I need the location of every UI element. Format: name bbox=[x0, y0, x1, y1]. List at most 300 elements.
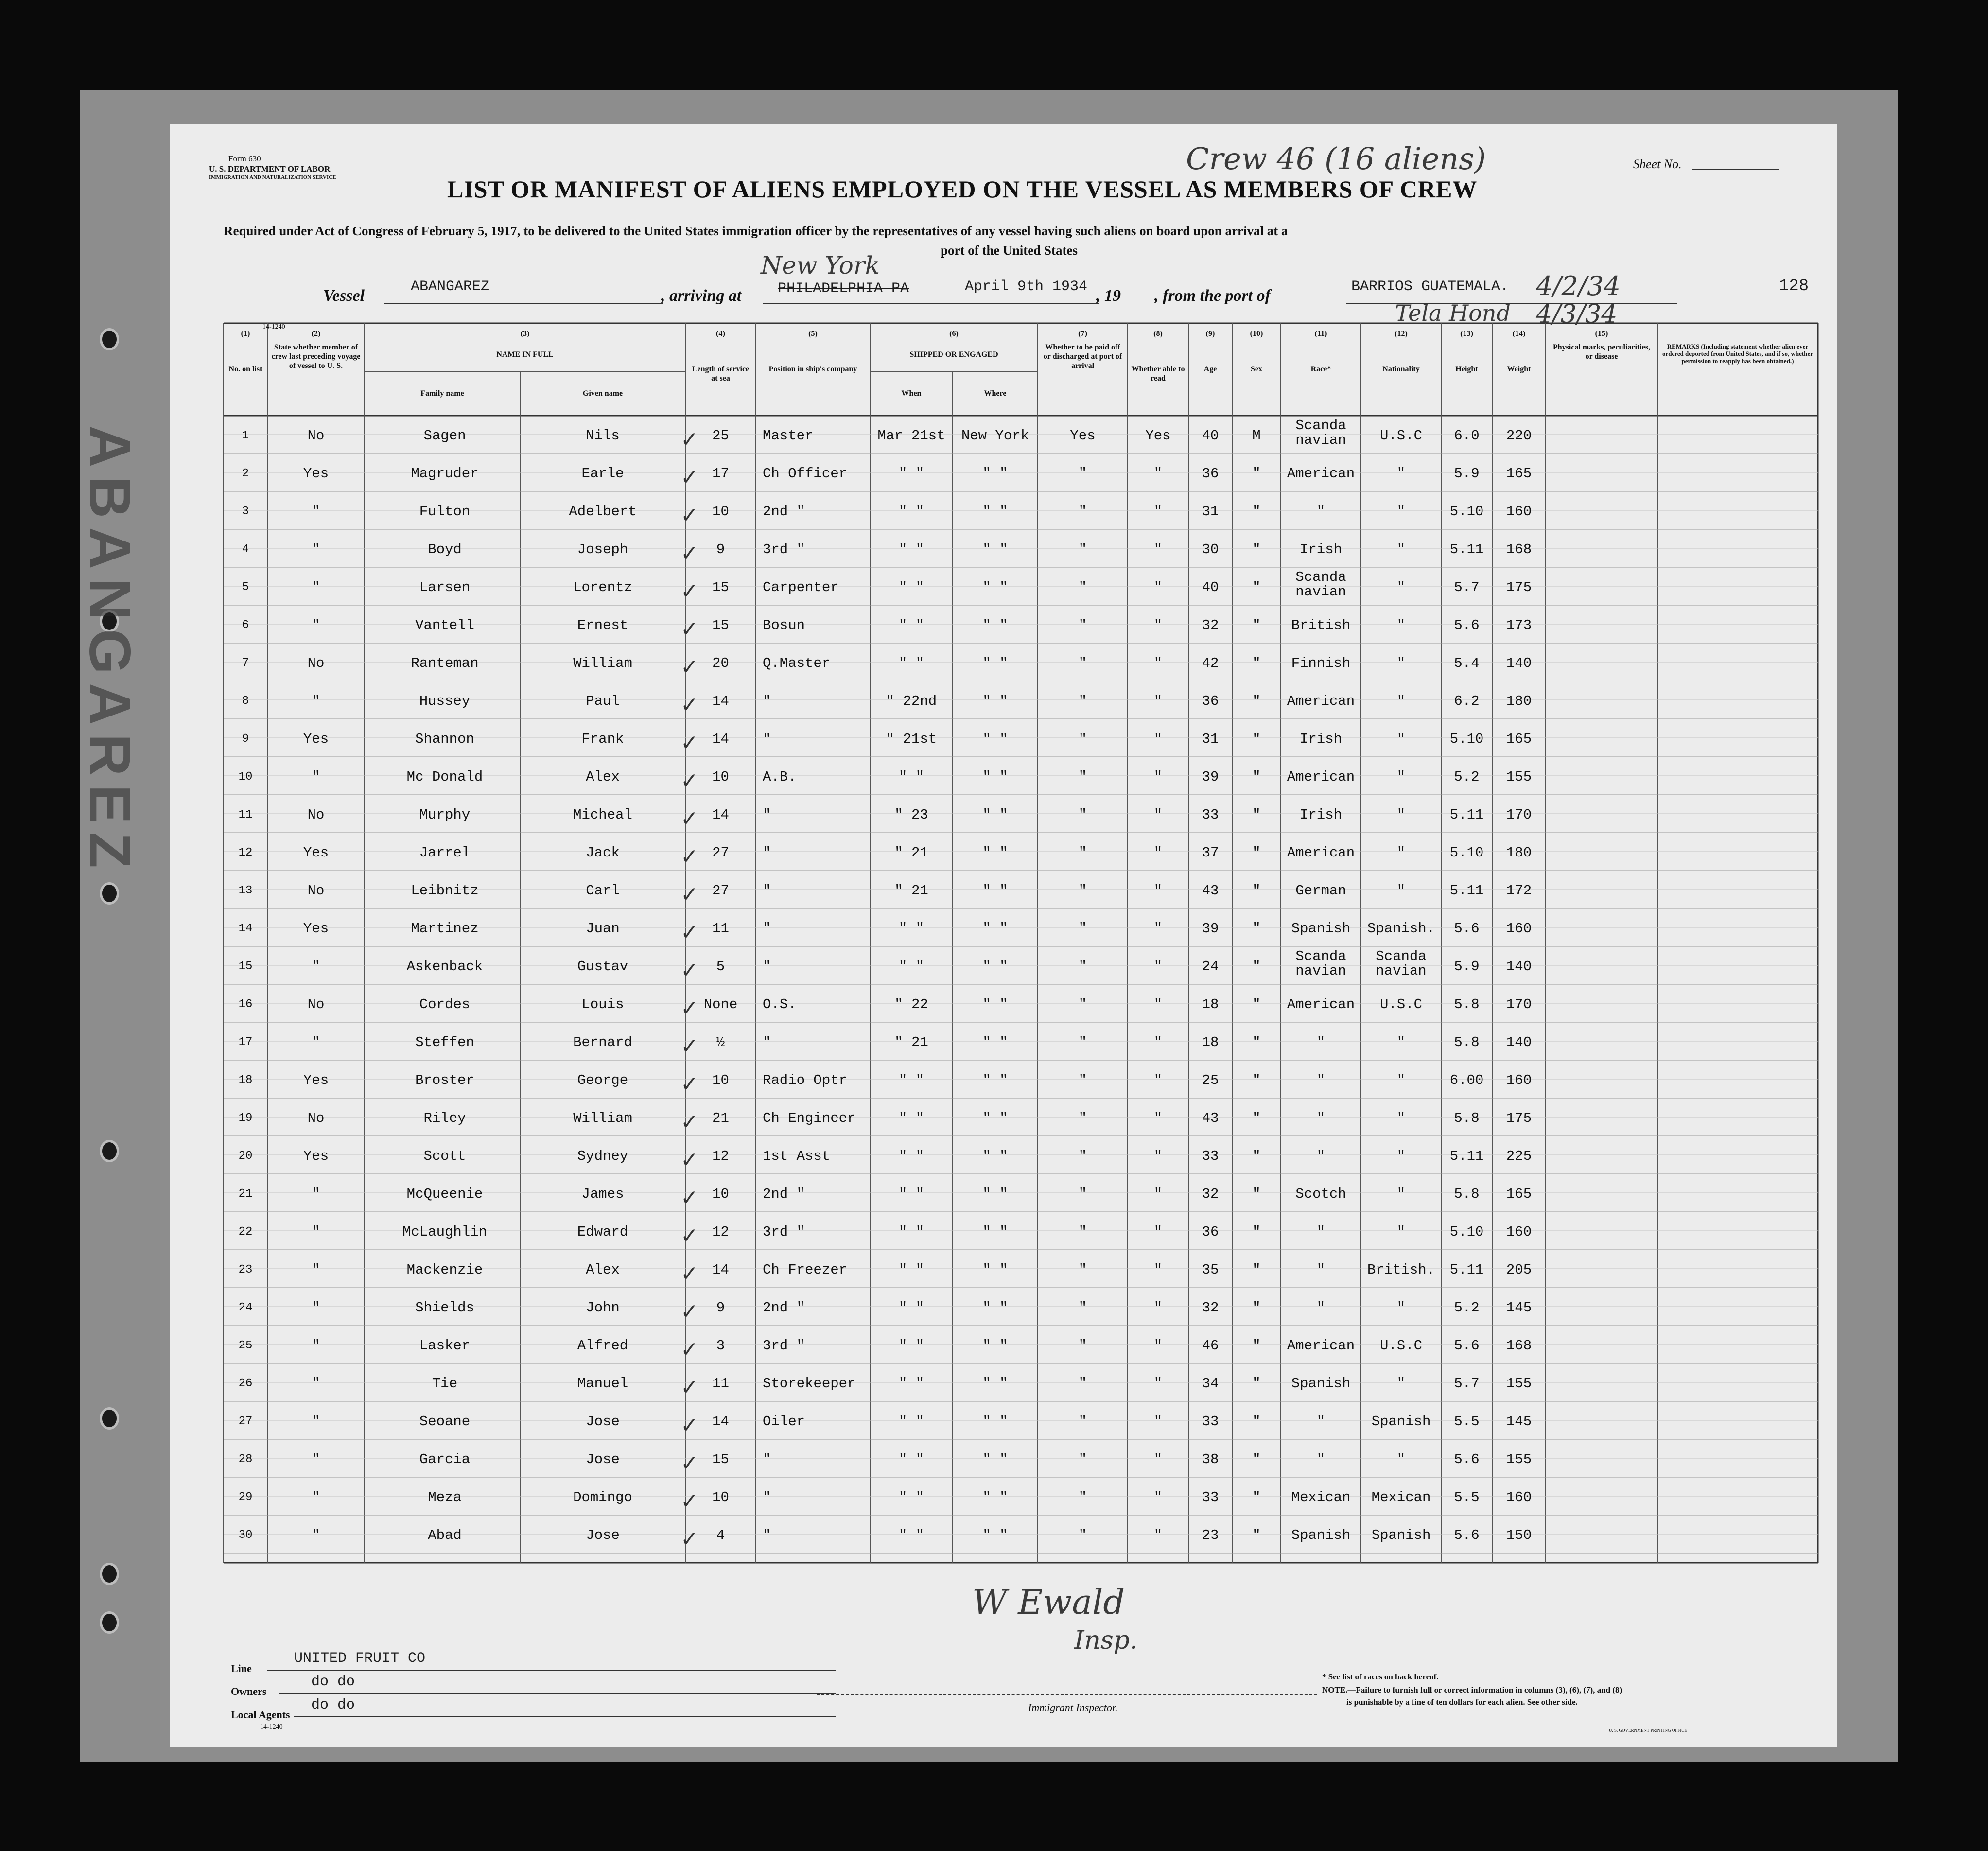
cell-age: 31 bbox=[1202, 504, 1219, 520]
cell-read: " bbox=[1153, 1224, 1163, 1240]
cell-where: " " bbox=[982, 731, 1008, 747]
cell-family: Shields bbox=[415, 1300, 474, 1316]
cell-given: Manuel bbox=[577, 1376, 628, 1392]
cell-weight: 160 bbox=[1506, 504, 1532, 520]
cell-sex: " bbox=[1252, 1376, 1261, 1392]
cell-position: Q.Master bbox=[763, 655, 831, 671]
table-row bbox=[170, 946, 1837, 984]
cell-when: " " bbox=[898, 504, 924, 520]
cell-no: 12 bbox=[238, 846, 253, 859]
punch-hole bbox=[100, 1563, 119, 1585]
cell-family: Steffen bbox=[415, 1034, 474, 1050]
cell-sex: " bbox=[1252, 1072, 1261, 1088]
cell-position: Master bbox=[763, 428, 814, 444]
cell-prev: Yes bbox=[303, 921, 329, 937]
cell-service: 10 bbox=[712, 1186, 729, 1202]
cell-nat: U.S.C bbox=[1379, 428, 1422, 444]
cell-nat: " bbox=[1396, 1148, 1406, 1164]
check-mark: ✓ bbox=[680, 1375, 698, 1400]
cell-race: " bbox=[1316, 1451, 1325, 1467]
cell-where: " " bbox=[982, 504, 1008, 520]
cell-no: 14 bbox=[238, 922, 253, 935]
cell-read: " bbox=[1153, 921, 1163, 937]
cell-read: " bbox=[1153, 466, 1163, 482]
cell-race: " bbox=[1316, 504, 1325, 520]
column-number-1: (1) bbox=[241, 330, 250, 338]
cell-family: Riley bbox=[423, 1110, 466, 1126]
cell-read: " bbox=[1153, 1072, 1163, 1088]
column-number-6: (6) bbox=[949, 330, 959, 338]
cell-race: " bbox=[1316, 1414, 1325, 1430]
cell-age: 33 bbox=[1202, 1148, 1219, 1164]
cell-nat: " bbox=[1396, 693, 1406, 709]
cell-read: " bbox=[1153, 731, 1163, 747]
cell-when: " " bbox=[898, 959, 924, 975]
sheet-no-label: Sheet No. bbox=[1633, 157, 1682, 171]
cell-nat: " bbox=[1396, 1110, 1406, 1126]
cell-age: 33 bbox=[1202, 807, 1219, 823]
cell-sex: " bbox=[1252, 1527, 1261, 1543]
table-row bbox=[170, 1174, 1837, 1212]
column-number-14: (14) bbox=[1512, 330, 1526, 338]
cell-race: Scanda navian bbox=[1295, 948, 1346, 979]
cell-read: " bbox=[1153, 655, 1163, 671]
cell-race: Mexican bbox=[1291, 1489, 1351, 1505]
cell-service: 12 bbox=[712, 1148, 729, 1164]
check-mark: ✓ bbox=[680, 465, 698, 490]
cell-race: American bbox=[1287, 769, 1355, 785]
check-mark: ✓ bbox=[680, 503, 698, 528]
cell-position: 3rd " bbox=[763, 1338, 805, 1354]
cell-given: Alex bbox=[586, 769, 620, 785]
cell-where: " " bbox=[982, 579, 1008, 595]
cell-weight: 165 bbox=[1506, 1186, 1532, 1202]
cell-weight: 205 bbox=[1506, 1262, 1532, 1278]
cell-no: 29 bbox=[238, 1491, 253, 1504]
check-mark: ✓ bbox=[680, 1148, 698, 1172]
cell-where: " " bbox=[982, 1451, 1008, 1467]
cell-paid: " bbox=[1078, 1300, 1087, 1316]
arriving-port-handwritten: New York bbox=[761, 251, 880, 279]
cell-no: 13 bbox=[238, 884, 253, 897]
cell-paid: " bbox=[1078, 1489, 1087, 1505]
cell-sex: " bbox=[1252, 541, 1261, 558]
cell-age: 18 bbox=[1202, 1034, 1219, 1050]
cell-height: 5.9 bbox=[1454, 959, 1480, 975]
cell-where: " " bbox=[982, 541, 1008, 558]
column-number-10: (10) bbox=[1250, 330, 1263, 338]
check-mark: ✓ bbox=[680, 1451, 698, 1476]
table-row bbox=[170, 605, 1837, 643]
check-mark: ✓ bbox=[680, 1337, 698, 1362]
cell-when: " 21 bbox=[894, 883, 928, 899]
cell-service: ½ bbox=[716, 1034, 725, 1050]
manifest-sheet bbox=[77, 124, 1837, 1747]
cell-paid: " bbox=[1078, 921, 1087, 937]
cell-family: Magruder bbox=[411, 466, 479, 482]
cell-where: " " bbox=[982, 1110, 1008, 1126]
cell-sex: " bbox=[1252, 1338, 1261, 1354]
column-number-4: (4) bbox=[716, 330, 725, 338]
cell-family: Abad bbox=[428, 1527, 462, 1543]
cell-age: 39 bbox=[1202, 921, 1219, 937]
cell-age: 32 bbox=[1202, 617, 1219, 633]
cell-position: " bbox=[763, 807, 771, 823]
cell-weight: 160 bbox=[1506, 1224, 1532, 1240]
cell-nat: Spanish bbox=[1371, 1414, 1431, 1430]
cell-when: " 22 bbox=[894, 996, 928, 1013]
cell-sex: " bbox=[1252, 617, 1261, 633]
column-header-4: Length of service at sea bbox=[692, 365, 750, 383]
cell-family: Shannon bbox=[415, 731, 474, 747]
cell-family: Ranteman bbox=[411, 655, 479, 671]
cell-where: " " bbox=[982, 883, 1008, 899]
cell-family: McLaughlin bbox=[402, 1224, 488, 1240]
cell-weight: 180 bbox=[1506, 845, 1532, 861]
cell-weight: 145 bbox=[1506, 1414, 1532, 1430]
cell-weight: 155 bbox=[1506, 1376, 1532, 1392]
form-number: Form 630 bbox=[228, 154, 261, 163]
cell-service: 14 bbox=[712, 807, 729, 823]
cell-race: American bbox=[1287, 1338, 1355, 1354]
cell-prev: No bbox=[307, 655, 325, 671]
cell-prev: " bbox=[312, 959, 320, 975]
cell-position: Ch Officer bbox=[763, 466, 848, 482]
cell-weight: 160 bbox=[1506, 1489, 1532, 1505]
punch-hole bbox=[100, 1140, 119, 1162]
cell-service: 4 bbox=[716, 1527, 725, 1543]
cell-when: " " bbox=[898, 1338, 924, 1354]
cell-sex: " bbox=[1252, 1451, 1261, 1467]
cell-no: 27 bbox=[238, 1415, 253, 1428]
cell-service: 14 bbox=[712, 693, 729, 709]
cell-height: 5.5 bbox=[1454, 1414, 1480, 1430]
check-mark: ✓ bbox=[680, 958, 698, 983]
cell-service: 27 bbox=[712, 845, 729, 861]
cell-nat: " bbox=[1396, 1034, 1406, 1050]
cell-family: Meza bbox=[428, 1489, 462, 1505]
cell-read: " bbox=[1153, 693, 1163, 709]
cell-prev: Yes bbox=[303, 466, 329, 482]
cell-when: " 21 bbox=[894, 1034, 928, 1050]
cell-sex: " bbox=[1252, 504, 1261, 520]
cell-given: Bernard bbox=[573, 1034, 632, 1050]
column-header-11: Race* bbox=[1310, 365, 1331, 373]
sheet-no-line bbox=[1692, 169, 1779, 170]
cell-where: " " bbox=[982, 1224, 1008, 1240]
check-mark: ✓ bbox=[680, 768, 698, 793]
cell-read: " bbox=[1153, 769, 1163, 785]
cell-no: 6 bbox=[242, 619, 249, 632]
cell-paid: " bbox=[1078, 1186, 1087, 1202]
cell-race: Spanish bbox=[1291, 921, 1351, 937]
column-number-15: (15) bbox=[1595, 330, 1608, 338]
cell-when: " " bbox=[898, 617, 924, 633]
cell-race: Scotch bbox=[1295, 1186, 1346, 1202]
cell-service: 11 bbox=[712, 921, 729, 937]
cell-sex: " bbox=[1252, 959, 1261, 975]
cell-given: Jose bbox=[586, 1451, 620, 1467]
check-mark: ✓ bbox=[680, 1489, 698, 1514]
cell-where: " " bbox=[982, 996, 1008, 1013]
check-mark: ✓ bbox=[680, 1034, 698, 1059]
cell-family: Murphy bbox=[419, 807, 471, 823]
cell-where: " " bbox=[982, 1148, 1008, 1164]
cell-age: 43 bbox=[1202, 1110, 1219, 1126]
cell-weight: 145 bbox=[1506, 1300, 1532, 1316]
cell-age: 46 bbox=[1202, 1338, 1219, 1354]
table-row bbox=[170, 529, 1837, 567]
check-mark: ✓ bbox=[680, 1186, 698, 1210]
subtitle-line-1: Required under Act of Congress of February 5, 1917, to be delivered to the United States immigration officer by the representatives of any vessel having such aliens on board upon arrival at a bbox=[224, 224, 1288, 238]
cell-position: 2nd " bbox=[763, 504, 805, 520]
cell-height: 5.10 bbox=[1449, 1224, 1484, 1240]
cell-weight: 160 bbox=[1506, 921, 1532, 937]
cell-when: " 21 bbox=[894, 845, 928, 861]
cell-height: 5.11 bbox=[1449, 883, 1484, 899]
cell-sex: " bbox=[1252, 883, 1261, 899]
cell-paid: " bbox=[1078, 1527, 1087, 1543]
cell-no: 15 bbox=[238, 960, 253, 973]
cell-prev: " bbox=[312, 1300, 320, 1316]
cell-weight: 155 bbox=[1506, 769, 1532, 785]
cell-service: 10 bbox=[712, 1072, 729, 1088]
cell-height: 6.00 bbox=[1449, 1072, 1484, 1088]
cell-nat: " bbox=[1396, 769, 1406, 785]
cell-nat: " bbox=[1396, 883, 1406, 899]
cell-prev: " bbox=[312, 1489, 320, 1505]
cell-age: 37 bbox=[1202, 845, 1219, 861]
column-header-16: REMARKS (Including statement whether alien ever ordered deported from United States, and if so, whether permission to reapply has been obtained.) bbox=[1662, 343, 1814, 365]
cell-family: Larsen bbox=[419, 579, 471, 595]
vessel-line bbox=[384, 303, 663, 304]
cell-sex: " bbox=[1252, 769, 1261, 785]
cell-sex: " bbox=[1252, 579, 1261, 595]
cell-prev: No bbox=[307, 883, 325, 899]
cell-no: 30 bbox=[238, 1529, 253, 1542]
cell-when: " " bbox=[898, 1300, 924, 1316]
cell-paid: " bbox=[1078, 1110, 1087, 1126]
column-header-3: NAME IN FULL bbox=[496, 350, 554, 359]
cell-height: 6.0 bbox=[1454, 428, 1480, 444]
column-subheader-family-name: Family name bbox=[420, 389, 464, 398]
table-row bbox=[170, 984, 1837, 1022]
cell-no: 20 bbox=[238, 1150, 253, 1163]
cell-read: " bbox=[1153, 1110, 1163, 1126]
table-row bbox=[170, 643, 1837, 681]
cell-paid: " bbox=[1078, 959, 1087, 975]
cell-paid: " bbox=[1078, 845, 1087, 861]
cell-family: Scott bbox=[423, 1148, 466, 1164]
cell-read: " bbox=[1153, 1414, 1163, 1430]
cell-age: 43 bbox=[1202, 883, 1219, 899]
cell-weight: 165 bbox=[1506, 466, 1532, 482]
cell-prev: Yes bbox=[303, 1148, 329, 1164]
cell-height: 6.2 bbox=[1454, 693, 1480, 709]
cell-family: McQueenie bbox=[406, 1186, 483, 1202]
cell-nat: " bbox=[1396, 579, 1406, 595]
cell-paid: " bbox=[1078, 769, 1087, 785]
cell-race: " bbox=[1316, 1300, 1325, 1316]
arrival-date: April 9th 1934 bbox=[965, 279, 1088, 295]
cell-when: " " bbox=[898, 769, 924, 785]
check-mark: ✓ bbox=[680, 1527, 698, 1552]
cell-when: " " bbox=[898, 1489, 924, 1505]
cell-race: Scanda navian bbox=[1295, 418, 1346, 448]
cell-race: Finnish bbox=[1291, 655, 1351, 671]
cell-no: 22 bbox=[238, 1225, 253, 1239]
cell-family: Tie bbox=[432, 1376, 458, 1392]
cell-read: " bbox=[1153, 541, 1163, 558]
cell-age: 40 bbox=[1202, 579, 1219, 595]
cell-paid: " bbox=[1078, 731, 1087, 747]
cell-given: Ernest bbox=[577, 617, 628, 633]
cell-paid: " bbox=[1078, 655, 1087, 671]
crew-note: Crew 46 (16 aliens) bbox=[1186, 141, 1486, 176]
cell-prev: " bbox=[312, 1186, 320, 1202]
cell-paid: " bbox=[1078, 504, 1087, 520]
cell-prev: Yes bbox=[303, 1072, 329, 1088]
cell-when: " " bbox=[898, 1186, 924, 1202]
cell-given: Alex bbox=[586, 1262, 620, 1278]
table-row bbox=[170, 1401, 1837, 1439]
cell-service: 3 bbox=[716, 1338, 725, 1354]
cell-family: Jarrel bbox=[419, 845, 471, 861]
cell-given: Juan bbox=[586, 921, 620, 937]
table-row bbox=[170, 757, 1837, 795]
cell-weight: 173 bbox=[1506, 617, 1532, 633]
cell-where: " " bbox=[982, 807, 1008, 823]
table-row bbox=[170, 567, 1837, 605]
cell-nat: " bbox=[1396, 1376, 1406, 1392]
cell-position: 2nd " bbox=[763, 1300, 805, 1316]
cell-position: " bbox=[763, 883, 771, 899]
cell-age: 25 bbox=[1202, 1072, 1219, 1088]
cell-when: " " bbox=[898, 1072, 924, 1088]
cell-when: " " bbox=[898, 1224, 924, 1240]
cell-where: " " bbox=[982, 959, 1008, 975]
cell-paid: " bbox=[1078, 1451, 1087, 1467]
cell-prev: " bbox=[312, 693, 320, 709]
cell-when: Mar 21st bbox=[877, 428, 945, 444]
cell-race: Scanda navian bbox=[1295, 569, 1346, 600]
cell-service: 25 bbox=[712, 428, 729, 444]
cell-prev: " bbox=[312, 769, 320, 785]
cell-height: 5.8 bbox=[1454, 1110, 1480, 1126]
table-row bbox=[170, 1212, 1837, 1250]
cell-given: Edward bbox=[577, 1224, 628, 1240]
cell-given: Jose bbox=[586, 1414, 620, 1430]
cell-read: " bbox=[1153, 579, 1163, 595]
cell-paid: " bbox=[1078, 466, 1087, 482]
cell-height: 5.10 bbox=[1449, 731, 1484, 747]
table-row bbox=[170, 416, 1837, 454]
cell-prev: No bbox=[307, 428, 325, 444]
cell-given: Paul bbox=[586, 693, 620, 709]
cell-when: " " bbox=[898, 579, 924, 595]
cell-position: Ch Engineer bbox=[763, 1110, 856, 1126]
cell-where: New York bbox=[961, 428, 1029, 444]
cell-position: " bbox=[763, 731, 771, 747]
cell-nat: Scanda navian bbox=[1376, 948, 1427, 979]
cell-read: " bbox=[1153, 883, 1163, 899]
table-row bbox=[170, 1060, 1837, 1098]
cell-where: " " bbox=[982, 1376, 1008, 1392]
column-header-9: Age bbox=[1203, 365, 1217, 373]
cell-read: " bbox=[1153, 1376, 1163, 1392]
line-label: Line bbox=[231, 1662, 252, 1675]
cell-sex: " bbox=[1252, 1489, 1261, 1505]
cell-age: 40 bbox=[1202, 428, 1219, 444]
cell-sex: " bbox=[1252, 731, 1261, 747]
check-mark: ✓ bbox=[680, 1299, 698, 1324]
column-header-2: State whether member of crew last preceding voyage of vessel to U. S. bbox=[271, 343, 361, 370]
cell-position: " bbox=[763, 921, 771, 937]
cell-service: 9 bbox=[716, 1300, 725, 1316]
cell-service: 10 bbox=[712, 769, 729, 785]
cell-family: Martinez bbox=[411, 921, 479, 937]
cell-race: British bbox=[1291, 617, 1351, 633]
cell-weight: 140 bbox=[1506, 1034, 1532, 1050]
table-row bbox=[170, 1022, 1837, 1060]
cell-sex: " bbox=[1252, 655, 1261, 671]
cell-no: 17 bbox=[238, 1036, 253, 1049]
cell-position: O.S. bbox=[763, 996, 797, 1013]
cell-nat: " bbox=[1396, 1072, 1406, 1088]
cell-family: Seoane bbox=[419, 1414, 471, 1430]
table-row bbox=[170, 491, 1837, 529]
cell-read: " bbox=[1153, 1451, 1163, 1467]
page-number: 128 bbox=[1779, 277, 1809, 296]
cell-paid: Yes bbox=[1070, 428, 1096, 444]
column-number-13: (13) bbox=[1460, 330, 1473, 338]
cell-paid: " bbox=[1078, 693, 1087, 709]
cell-paid: " bbox=[1078, 1338, 1087, 1354]
cell-no: 24 bbox=[238, 1301, 253, 1314]
cell-when: " " bbox=[898, 921, 924, 937]
cell-service: 21 bbox=[712, 1110, 729, 1126]
cell-no: 19 bbox=[238, 1112, 253, 1125]
cell-where: " " bbox=[982, 1034, 1008, 1050]
cell-service: 20 bbox=[712, 655, 729, 671]
cell-race: Spanish bbox=[1291, 1527, 1351, 1543]
cell-race: American bbox=[1287, 996, 1355, 1013]
cell-prev: " bbox=[312, 504, 320, 520]
cell-position: Bosun bbox=[763, 617, 805, 633]
cell-race: " bbox=[1316, 1110, 1325, 1126]
cell-nat: " bbox=[1396, 807, 1406, 823]
cell-service: 15 bbox=[712, 579, 729, 595]
cell-height: 5.7 bbox=[1454, 579, 1480, 595]
table-row bbox=[170, 1477, 1837, 1515]
cell-no: 23 bbox=[238, 1263, 253, 1276]
table-row bbox=[170, 908, 1837, 946]
cell-family: Lasker bbox=[419, 1338, 471, 1354]
column-number-12: (12) bbox=[1395, 330, 1408, 338]
cell-height: 5.6 bbox=[1454, 1338, 1480, 1354]
column-header-13: Height bbox=[1455, 365, 1478, 373]
cell-weight: 168 bbox=[1506, 541, 1532, 558]
cell-sex: " bbox=[1252, 1224, 1261, 1240]
agents-value: do do bbox=[311, 1697, 355, 1713]
cell-race: American bbox=[1287, 466, 1355, 482]
cell-height: 5.6 bbox=[1454, 921, 1480, 937]
cell-weight: 160 bbox=[1506, 1072, 1532, 1088]
cell-height: 5.9 bbox=[1454, 466, 1480, 482]
table-row bbox=[170, 1363, 1837, 1401]
cell-given: Jack bbox=[586, 845, 620, 861]
cell-read: " bbox=[1153, 959, 1163, 975]
